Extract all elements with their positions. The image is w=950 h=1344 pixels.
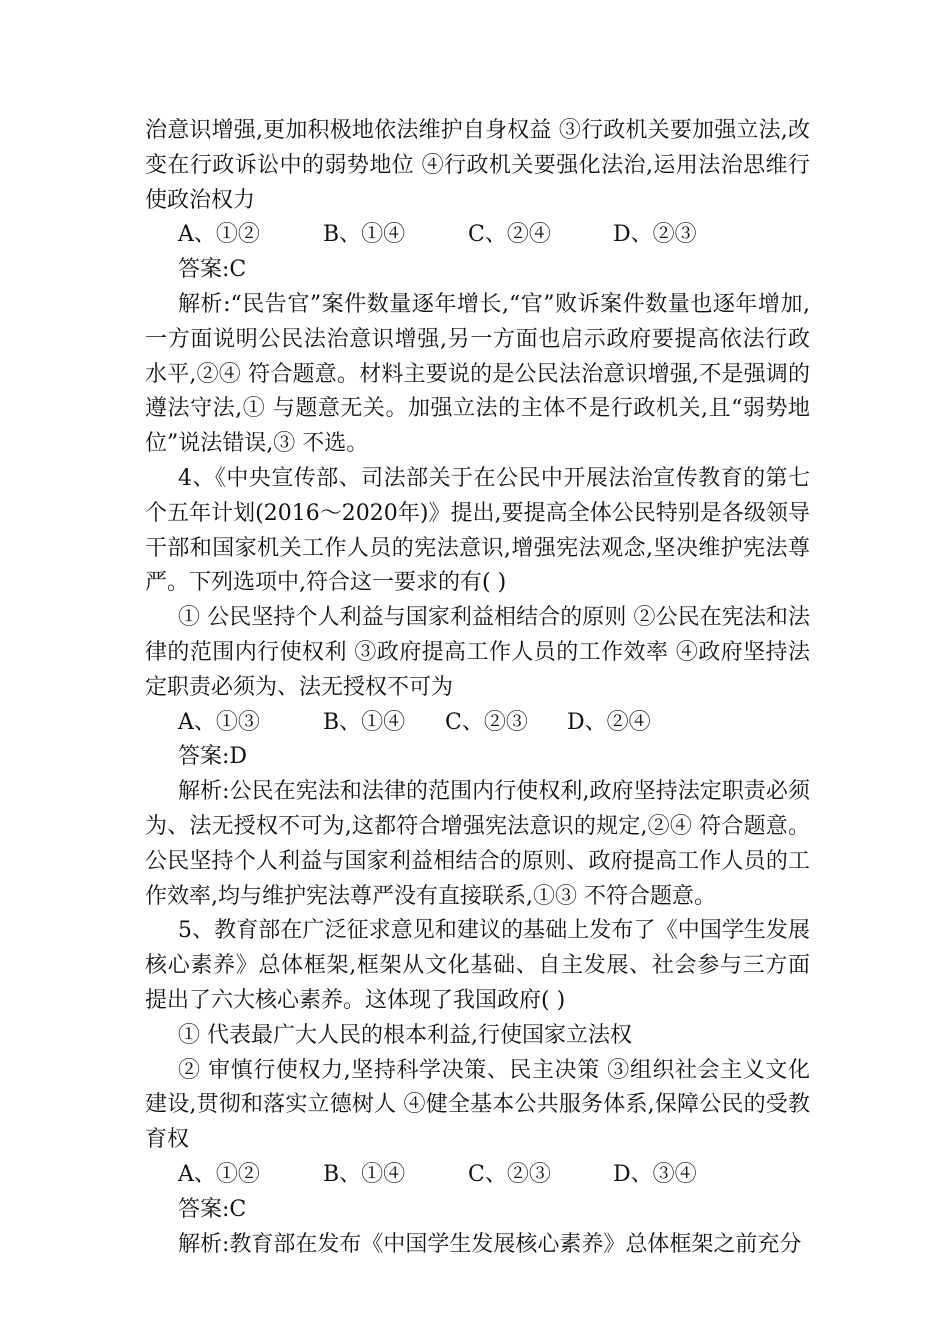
q4-option-c: C、②③ (445, 709, 528, 735)
q3-statements-continued: 治意识增强,更加积极地依法维护自身权益 ③行政机关要加强立法,改变在行政诉讼中的弱势地位 ④行政机关要强化法治,运用法治思维行使政治权力 (145, 118, 810, 213)
q4-statements: ① 公民坚持个人利益与国家利益相结合的原则 ②公民在宪法和法律的范围内行使权利 ③政府提高工作人员的工作效率 ④政府坚持法定职责必须为、法无授权不可为 (145, 605, 810, 700)
q3-option-a: A、①② (178, 222, 260, 248)
q3-option-b: B、①④ (323, 222, 406, 248)
q4-option-b: B、①④ (323, 709, 406, 735)
q3-option-d: D、②③ (613, 222, 697, 248)
q5-statement-2: ② 审慎行使权力,坚持科学决策、民主决策 ③组织社会主义文化建设,贯彻和落实立德树人 ④健全基本公共服务体系,保障公民的受教育权 (145, 1057, 810, 1153)
q3-analysis: 解析:“民告官”案件数量逐年增长,“官”败诉案件数量也逐年增加,一方面说明公民法治意识增强,另一方面也启示政府要提高依法行政水平,②④ 符合题意。材料主要说的是公民法治意识增强,不是强调的遵法守法,① 与题意无关。加强立法的主体不是行政机关,且“弱势地位”说法错误,③ 不选。 (145, 291, 810, 457)
q4-option-a: A、①③ (178, 709, 260, 735)
q3-option-c: C、②④ (468, 222, 551, 248)
q5-statement-1: ① 代表最广大人民的根本利益,行使国家立法权 (178, 1022, 632, 1048)
q5-option-c: C、②③ (468, 1161, 551, 1187)
q5-stem: 5、教育部在广泛征求意见和建议的基础上发布了《中国学生发展核心素养》总体框架,框架从文化基础、自主发展、社会参与三方面提出了六大核心素养。这体现了我国政府( ) (145, 918, 810, 1013)
q5-option-b: B、①④ (323, 1161, 406, 1187)
q5-options (145, 1158, 810, 1193)
q4-stem: 4、《中央宣传部、司法部关于在公民中开展法治宣传教育的第七个五年计划(2016～2020年)》提出,要提高全体公民特别是各级领导干部和国家机关工作人员的宪法意识,增强宪法观念,坚决维护宪法尊严。下列选项中,符合这一要求的有( ) (145, 465, 810, 596)
document-body (145, 114, 810, 1262)
q3-options (145, 218, 810, 253)
q5-option-d: D、③④ (613, 1161, 697, 1187)
q5-analysis: 解析:教育部在发布《中国学生发展核心素养》总体框架之前充分 (178, 1231, 802, 1257)
q4-options (145, 706, 810, 741)
q4-answer: 答案:D (178, 744, 248, 770)
q4-analysis: 解析:公民在宪法和法律的范围内行使权利,政府坚持法定职责必须为、法无授权不可为,这都符合增强宪法意识的规定,②④ 符合题意。公民坚持个人利益与国家利益相结合的原则、政府提高工作人员的工作效率,均与维护宪法尊严没有直接联系,①③ 不符合题意。 (145, 779, 810, 909)
q4-option-d: D、②④ (567, 709, 651, 735)
q3-answer: 答案:C (178, 257, 247, 283)
q5-option-a: A、①② (178, 1161, 260, 1187)
q5-answer: 答案:C (178, 1196, 247, 1222)
